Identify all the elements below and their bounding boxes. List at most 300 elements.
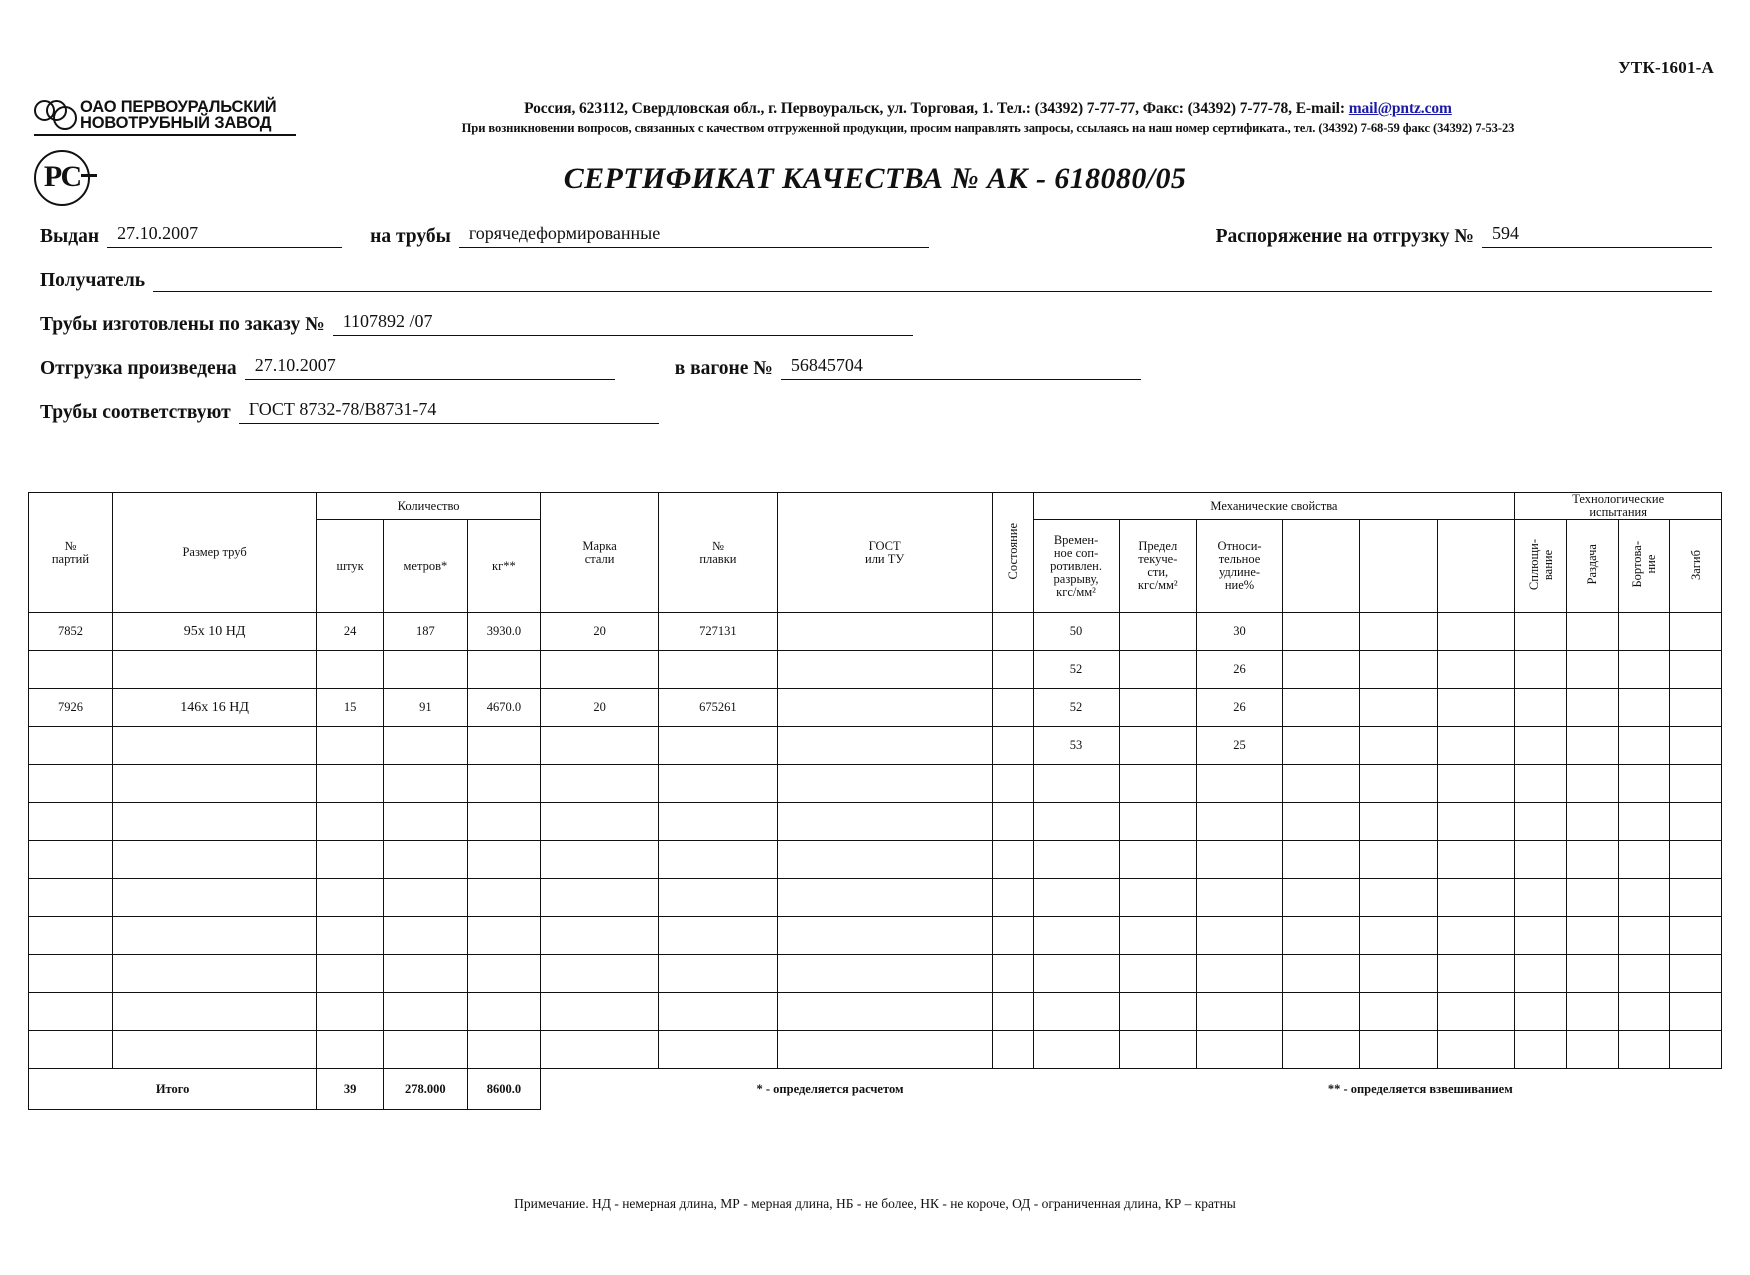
cell-bend[interactable] [1670, 765, 1722, 803]
cell-condition[interactable] [992, 879, 1033, 917]
cell-elong[interactable]: 30 [1197, 613, 1283, 651]
cell-kg[interactable] [467, 765, 540, 803]
cell-elong[interactable] [1197, 1031, 1283, 1069]
cell-elong[interactable] [1197, 765, 1283, 803]
cell-extra1[interactable] [1283, 613, 1360, 651]
wagon-value[interactable]: 56845704 [781, 355, 1141, 380]
th-tech-tests: Технологические испытания [1515, 493, 1722, 520]
cell-yield[interactable] [1119, 917, 1196, 955]
cell-expand[interactable] [1566, 1031, 1618, 1069]
cell-lot-no[interactable] [29, 841, 113, 879]
cell-meters[interactable]: 91 [383, 689, 467, 727]
cell-pipe-size[interactable] [112, 727, 316, 765]
cell-tensile[interactable] [1033, 803, 1119, 841]
cell-pcs[interactable] [317, 917, 384, 955]
cell-pipe-size[interactable] [112, 993, 316, 1031]
cell-extra3[interactable] [1437, 841, 1514, 879]
cell-tensile[interactable] [1033, 917, 1119, 955]
cell-condition[interactable] [992, 689, 1033, 727]
cell-steel-grade[interactable] [540, 765, 658, 803]
cell-elong[interactable]: 26 [1197, 651, 1283, 689]
th-pcs: штук [317, 520, 384, 613]
pntz-rings-icon [34, 98, 74, 132]
made-by-order-value[interactable]: 1107892 /07 [333, 311, 913, 336]
cell-lot-no[interactable] [29, 727, 113, 765]
cell-flatten[interactable] [1515, 803, 1567, 841]
cell-kg[interactable] [467, 879, 540, 917]
cell-steel-grade[interactable] [540, 841, 658, 879]
cell-meters[interactable] [383, 1031, 467, 1069]
cell-extra1[interactable] [1283, 765, 1360, 803]
cell-elong[interactable] [1197, 803, 1283, 841]
wagon-label: в вагоне № [674, 358, 773, 379]
cell-pipe-size[interactable] [112, 803, 316, 841]
cell-pcs[interactable] [317, 841, 384, 879]
cell-lot-no[interactable] [29, 879, 113, 917]
cell-pipe-size[interactable] [112, 841, 316, 879]
cell-heat-no[interactable] [659, 803, 777, 841]
cell-extra1[interactable] [1283, 651, 1360, 689]
cell-steel-grade[interactable] [540, 879, 658, 917]
cell-pipe-size[interactable] [112, 651, 316, 689]
cell-kg[interactable] [467, 841, 540, 879]
cell-flange[interactable] [1618, 651, 1670, 689]
cell-tensile[interactable]: 52 [1033, 651, 1119, 689]
cell-expand[interactable] [1566, 841, 1618, 879]
cell-steel-grade[interactable]: 20 [540, 613, 658, 651]
cell-kg[interactable] [467, 993, 540, 1031]
cell-extra2[interactable] [1360, 955, 1437, 993]
table-row [29, 879, 1722, 917]
note-weighed: ** - определяется взвешиванием [1327, 1081, 1513, 1096]
cell-flatten[interactable] [1515, 955, 1567, 993]
total-meters: 278.000 [383, 1069, 467, 1110]
cell-tensile[interactable] [1033, 993, 1119, 1031]
cell-flange[interactable] [1618, 955, 1670, 993]
cell-extra3[interactable] [1437, 993, 1514, 1031]
cell-condition[interactable] [992, 803, 1033, 841]
company-address-block [268, 100, 1708, 136]
cell-pcs[interactable] [317, 765, 384, 803]
cell-gost[interactable] [777, 1031, 992, 1069]
cell-flatten[interactable] [1515, 651, 1567, 689]
total-pcs: 39 [317, 1069, 384, 1110]
cell-pipe-size[interactable]: 146х 16 НД [112, 689, 316, 727]
cell-lot-no[interactable]: 7852 [29, 613, 113, 651]
standard-label: Трубы соответствуют [40, 402, 231, 423]
cell-gost[interactable] [777, 651, 992, 689]
cell-bend[interactable] [1670, 841, 1722, 879]
cell-pcs[interactable] [317, 879, 384, 917]
company-name-line2: НОВОТРУБНЫЙ ЗАВОД [80, 114, 272, 132]
th-extra2 [1360, 520, 1437, 613]
page-title: СЕРТИФИКАТ КАЧЕСТВА № АК - 618080/05 [563, 162, 1187, 195]
cell-pcs[interactable] [317, 803, 384, 841]
cell-extra2[interactable] [1360, 841, 1437, 879]
cell-gost[interactable] [777, 803, 992, 841]
cell-meters[interactable] [383, 879, 467, 917]
cell-condition[interactable] [992, 613, 1033, 651]
cell-kg[interactable]: 4670.0 [467, 689, 540, 727]
table-row [29, 917, 1722, 955]
cell-tensile[interactable] [1033, 765, 1119, 803]
cell-meters[interactable] [383, 651, 467, 689]
standard-value[interactable]: ГОСТ 8732-78/В8731-74 [239, 399, 659, 424]
cell-kg[interactable] [467, 955, 540, 993]
cell-condition[interactable] [992, 993, 1033, 1031]
cell-pipe-size[interactable] [112, 955, 316, 993]
cell-heat-no[interactable] [659, 879, 777, 917]
cell-tensile[interactable]: 53 [1033, 727, 1119, 765]
cell-pcs[interactable] [317, 955, 384, 993]
cell-yield[interactable] [1119, 993, 1196, 1031]
company-note: При возникновении вопросов, связанных с качеством отгруженной продукции, просим направлять запросы, ссылаясь на наш номер сертификата., тел. (34392) 7-68-59 факс (34392) 7-53-23 [461, 121, 1515, 135]
table-body [29, 613, 1722, 1069]
cell-extra3[interactable] [1437, 803, 1514, 841]
cell-flatten[interactable] [1515, 841, 1567, 879]
recipient-value[interactable] [153, 267, 1712, 292]
th-condition: Состояние [992, 493, 1033, 613]
cell-lot-no[interactable] [29, 993, 113, 1031]
cell-heat-no[interactable]: 727131 [659, 613, 777, 651]
cell-meters[interactable] [383, 803, 467, 841]
cell-gost[interactable] [777, 613, 992, 651]
cell-extra3[interactable] [1437, 917, 1514, 955]
cell-gost[interactable] [777, 841, 992, 879]
cell-extra2[interactable] [1360, 1031, 1437, 1069]
cell-flatten[interactable] [1515, 765, 1567, 803]
cell-extra2[interactable] [1360, 765, 1437, 803]
cell-yield[interactable] [1119, 1031, 1196, 1069]
cell-flatten[interactable] [1515, 727, 1567, 765]
cell-extra1[interactable] [1283, 689, 1360, 727]
shipment-label: Отгрузка произведена [40, 358, 237, 379]
cell-bend[interactable] [1670, 613, 1722, 651]
cell-pcs[interactable] [317, 727, 384, 765]
pipes-value[interactable]: горячедеформированные [459, 223, 929, 248]
cell-lot-no[interactable]: 7926 [29, 689, 113, 727]
cell-yield[interactable] [1119, 803, 1196, 841]
recipient-label: Получатель [40, 270, 146, 291]
cell-expand[interactable] [1566, 727, 1618, 765]
cell-extra1[interactable] [1283, 727, 1360, 765]
table-foot [29, 1069, 1722, 1110]
cell-lot-no[interactable] [29, 917, 113, 955]
cell-flange[interactable] [1618, 727, 1670, 765]
cell-extra2[interactable] [1360, 613, 1437, 651]
cell-elong[interactable] [1197, 879, 1283, 917]
cell-expand[interactable] [1566, 803, 1618, 841]
gost-certification-icon: РС [34, 150, 90, 206]
cell-kg[interactable] [467, 917, 540, 955]
cell-extra3[interactable] [1437, 689, 1514, 727]
cell-pcs[interactable]: 15 [317, 689, 384, 727]
cell-bend[interactable] [1670, 1031, 1722, 1069]
cell-yield[interactable] [1119, 955, 1196, 993]
cell-steel-grade[interactable]: 20 [540, 689, 658, 727]
cell-extra2[interactable] [1360, 879, 1437, 917]
cell-expand[interactable] [1566, 993, 1618, 1031]
order-ship-value[interactable]: 594 [1482, 223, 1712, 248]
table-row [29, 803, 1722, 841]
cell-heat-no[interactable] [659, 955, 777, 993]
cell-extra1[interactable] [1283, 803, 1360, 841]
cell-flatten[interactable] [1515, 993, 1567, 1031]
cell-meters[interactable] [383, 841, 467, 879]
cell-pipe-size[interactable]: 95х 10 НД [112, 613, 316, 651]
cell-flatten[interactable] [1515, 917, 1567, 955]
cell-kg[interactable]: 3930.0 [467, 613, 540, 651]
th-mech-props: Механические свойства [1033, 493, 1515, 520]
cell-lot-no[interactable] [29, 765, 113, 803]
cell-tensile[interactable] [1033, 879, 1119, 917]
th-flange: Бортова- ние [1618, 520, 1670, 613]
table-row [29, 765, 1722, 803]
cell-elong[interactable] [1197, 955, 1283, 993]
cell-condition[interactable] [992, 651, 1033, 689]
cell-heat-no[interactable] [659, 993, 777, 1031]
cell-flange[interactable] [1618, 803, 1670, 841]
cell-bend[interactable] [1670, 689, 1722, 727]
cell-extra2[interactable] [1360, 727, 1437, 765]
shipment-value[interactable]: 27.10.2007 [245, 355, 615, 380]
cell-flange[interactable] [1618, 841, 1670, 879]
cell-lot-no[interactable] [29, 1031, 113, 1069]
cell-condition[interactable] [992, 727, 1033, 765]
cell-meters[interactable] [383, 765, 467, 803]
cell-bend[interactable] [1670, 651, 1722, 689]
cell-flange[interactable] [1618, 689, 1670, 727]
cell-expand[interactable] [1566, 917, 1618, 955]
cell-extra2[interactable] [1360, 917, 1437, 955]
cell-gost[interactable] [777, 689, 992, 727]
note-calculated: * - определяется расчетом [756, 1081, 904, 1096]
cell-flatten[interactable] [1515, 1031, 1567, 1069]
cell-steel-grade[interactable] [540, 917, 658, 955]
table-row [29, 613, 1722, 651]
cell-expand[interactable] [1566, 651, 1618, 689]
cell-pipe-size[interactable] [112, 879, 316, 917]
cell-extra1[interactable] [1283, 917, 1360, 955]
cell-tensile[interactable] [1033, 1031, 1119, 1069]
cell-meters[interactable] [383, 917, 467, 955]
cell-extra2[interactable] [1360, 651, 1437, 689]
cell-tensile[interactable]: 52 [1033, 689, 1119, 727]
cell-steel-grade[interactable] [540, 1031, 658, 1069]
cell-pipe-size[interactable] [112, 765, 316, 803]
cell-extra2[interactable] [1360, 689, 1437, 727]
cell-pcs[interactable]: 24 [317, 613, 384, 651]
table-row [29, 689, 1722, 727]
cell-extra1[interactable] [1283, 879, 1360, 917]
cell-meters[interactable] [383, 993, 467, 1031]
cell-flatten[interactable] [1515, 689, 1567, 727]
pipes-label: на трубы [370, 226, 451, 247]
th-steel-grade: Марка стали [540, 493, 658, 613]
cell-extra1[interactable] [1283, 993, 1360, 1031]
cell-extra1[interactable] [1283, 955, 1360, 993]
th-kg: кг** [467, 520, 540, 613]
cell-flange[interactable] [1618, 1031, 1670, 1069]
cell-expand[interactable] [1566, 689, 1618, 727]
cell-kg[interactable] [467, 803, 540, 841]
cell-extra3[interactable] [1437, 1031, 1514, 1069]
cell-heat-no[interactable] [659, 765, 777, 803]
cell-extra2[interactable] [1360, 803, 1437, 841]
cell-pipe-size[interactable] [112, 1031, 316, 1069]
cell-kg[interactable] [467, 727, 540, 765]
th-expand: Раздача [1566, 520, 1618, 613]
cell-gost[interactable] [777, 879, 992, 917]
cell-steel-grade[interactable] [540, 955, 658, 993]
cell-heat-no[interactable] [659, 727, 777, 765]
cell-tensile[interactable] [1033, 841, 1119, 879]
cell-condition[interactable] [992, 955, 1033, 993]
cell-gost[interactable] [777, 955, 992, 993]
form-row-shipment [40, 350, 1712, 380]
cell-condition[interactable] [992, 1031, 1033, 1069]
th-gost: ГОСТ или ТУ [777, 493, 992, 613]
cell-bend[interactable] [1670, 917, 1722, 955]
th-heat-no: № плавки [659, 493, 777, 613]
cell-extra3[interactable] [1437, 765, 1514, 803]
th-bend: Загиб [1670, 520, 1722, 613]
cell-lot-no[interactable] [29, 955, 113, 993]
cell-yield[interactable] [1119, 841, 1196, 879]
cell-tensile[interactable]: 50 [1033, 613, 1119, 651]
cell-heat-no[interactable] [659, 917, 777, 955]
cell-gost[interactable] [777, 727, 992, 765]
cell-kg[interactable] [467, 651, 540, 689]
cell-yield[interactable] [1119, 765, 1196, 803]
cell-bend[interactable] [1670, 993, 1722, 1031]
th-meters: метров* [383, 520, 467, 613]
table-row [29, 841, 1722, 879]
th-yield: Предел текуче- сти, кгс/мм² [1119, 520, 1196, 613]
cell-steel-grade[interactable] [540, 727, 658, 765]
table-head [29, 493, 1722, 613]
table-row [29, 955, 1722, 993]
cell-extra3[interactable] [1437, 651, 1514, 689]
th-flatten: Сплющи- вание [1515, 520, 1567, 613]
cell-extra3[interactable] [1437, 879, 1514, 917]
cell-yield[interactable] [1119, 879, 1196, 917]
document-code: УТК-1601-А [1618, 58, 1714, 77]
certificate-form [40, 218, 1712, 438]
cell-condition[interactable] [992, 841, 1033, 879]
th-extra1 [1283, 520, 1360, 613]
th-quantity: Количество [317, 493, 541, 520]
cell-bend[interactable] [1670, 879, 1722, 917]
cell-heat-no[interactable]: 675261 [659, 689, 777, 727]
cell-gost[interactable] [777, 765, 992, 803]
cell-condition[interactable] [992, 917, 1033, 955]
cell-elong[interactable] [1197, 917, 1283, 955]
certificate-table-wrap [28, 492, 1722, 1110]
cell-yield[interactable] [1119, 689, 1196, 727]
cell-flange[interactable] [1618, 613, 1670, 651]
cell-expand[interactable] [1566, 765, 1618, 803]
company-email-link[interactable]: mail@pntz.com [1348, 100, 1452, 117]
cell-expand[interactable] [1566, 879, 1618, 917]
cell-meters[interactable] [383, 727, 467, 765]
company-address: Россия, 623112, Свердловская обл., г. Первоуральск, ул. Торговая, 1. Тел.: (34392) 7-77-77, Факс: (34392) 7-77-78, E-mail: [524, 100, 1349, 117]
cell-flange[interactable] [1618, 879, 1670, 917]
cell-yield[interactable] [1119, 651, 1196, 689]
cell-extra3[interactable] [1437, 727, 1514, 765]
cell-flange[interactable] [1618, 993, 1670, 1031]
issued-label: Выдан [40, 226, 100, 247]
cell-elong[interactable] [1197, 993, 1283, 1031]
cell-meters[interactable]: 187 [383, 613, 467, 651]
footnote: Примечание. НД - немерная длина, МР - мерная длина, НБ - не более, НК - не короче, ОД - ограниченная длина, КР – кратны [514, 1196, 1236, 1211]
issued-value[interactable]: 27.10.2007 [107, 223, 342, 248]
cell-flange[interactable] [1618, 917, 1670, 955]
table-row [29, 993, 1722, 1031]
total-label: Итого [29, 1069, 317, 1110]
cell-steel-grade[interactable] [540, 803, 658, 841]
cell-tensile[interactable] [1033, 955, 1119, 993]
cell-lot-no[interactable] [29, 651, 113, 689]
cell-expand[interactable] [1566, 613, 1618, 651]
cell-pcs[interactable] [317, 993, 384, 1031]
th-tensile: Времен- ное соп- ротивлен. разрыву, кгс/мм² [1033, 520, 1119, 613]
cell-steel-grade[interactable] [540, 993, 658, 1031]
form-row-issued [40, 218, 1712, 248]
cell-expand[interactable] [1566, 955, 1618, 993]
cell-extra2[interactable] [1360, 993, 1437, 1031]
total-kg: 8600.0 [467, 1069, 540, 1110]
cell-bend[interactable] [1670, 803, 1722, 841]
cell-pipe-size[interactable] [112, 917, 316, 955]
cell-elong[interactable]: 25 [1197, 727, 1283, 765]
cell-heat-no[interactable] [659, 651, 777, 689]
cell-heat-no[interactable] [659, 841, 777, 879]
cell-flatten[interactable] [1515, 879, 1567, 917]
logo-divider [34, 134, 296, 136]
cell-pcs[interactable] [317, 651, 384, 689]
order-ship-label: Распоряжение на отгрузку № [1215, 226, 1474, 247]
cell-heat-no[interactable] [659, 1031, 777, 1069]
table-row [29, 1031, 1722, 1069]
cell-extra1[interactable] [1283, 841, 1360, 879]
cell-extra3[interactable] [1437, 955, 1514, 993]
cell-elong[interactable] [1197, 841, 1283, 879]
cell-extra3[interactable] [1437, 613, 1514, 651]
cell-steel-grade[interactable] [540, 651, 658, 689]
company-logo [34, 98, 296, 136]
cell-gost[interactable] [777, 917, 992, 955]
cell-bend[interactable] [1670, 955, 1722, 993]
made-by-order-label: Трубы изготовлены по заказу № [40, 314, 325, 335]
cell-lot-no[interactable] [29, 803, 113, 841]
cell-pcs[interactable] [317, 1031, 384, 1069]
cell-condition[interactable] [992, 765, 1033, 803]
cell-meters[interactable] [383, 955, 467, 993]
cell-flatten[interactable] [1515, 613, 1567, 651]
cell-flange[interactable] [1618, 765, 1670, 803]
cell-yield[interactable] [1119, 727, 1196, 765]
cell-yield[interactable] [1119, 613, 1196, 651]
form-row-order [40, 306, 1712, 336]
cell-bend[interactable] [1670, 727, 1722, 765]
table-row [29, 727, 1722, 765]
cell-extra1[interactable] [1283, 1031, 1360, 1069]
cell-elong[interactable]: 26 [1197, 689, 1283, 727]
certificate-table [28, 492, 1722, 1110]
cell-gost[interactable] [777, 993, 992, 1031]
cell-kg[interactable] [467, 1031, 540, 1069]
